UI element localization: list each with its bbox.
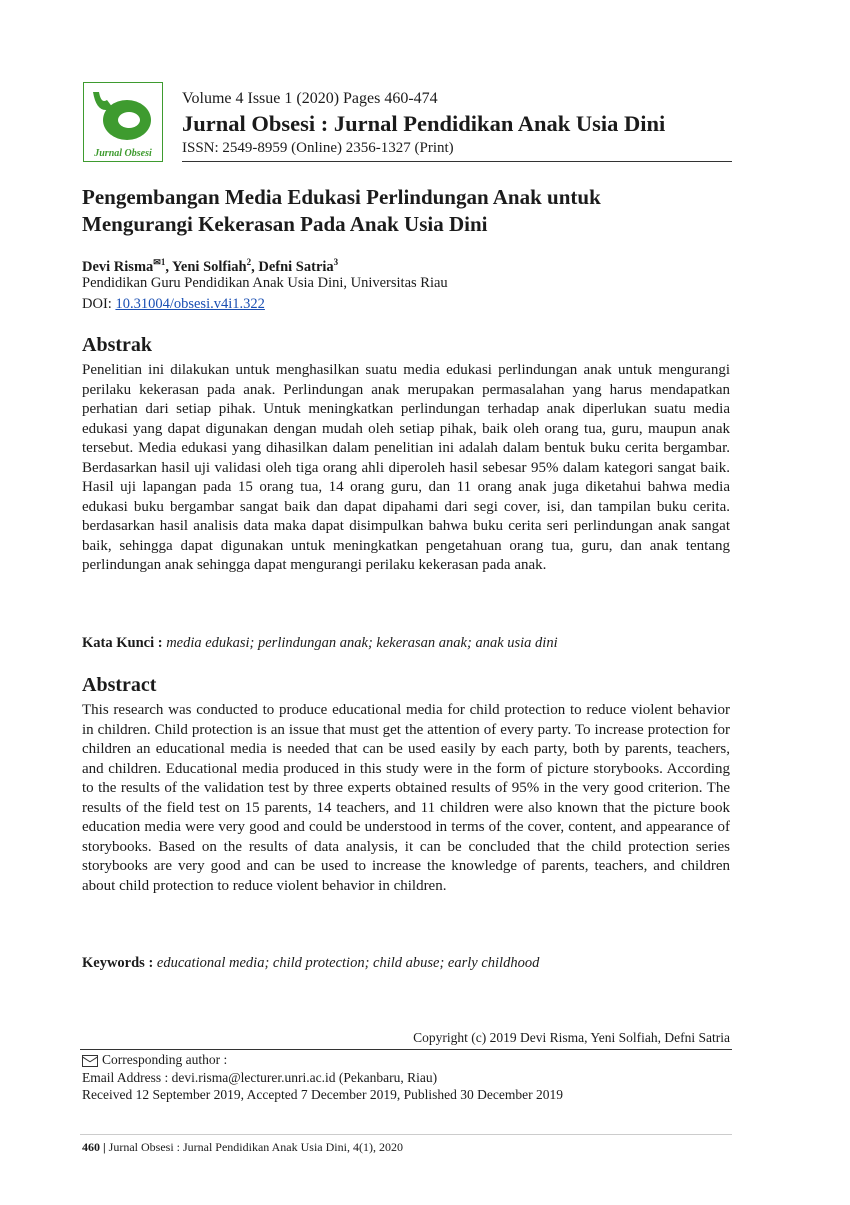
abstract-heading: Abstract xyxy=(82,674,157,696)
header-rule xyxy=(182,161,732,162)
abstract-text: This research was conducted to produce educational media for child protection to reduce violent behavior in children. Child protection is an issue that must get the attention of every party. To increase protection for children an educational media is needed that can be used easily by each party, both by parents, teachers, and children. Educational media produced in this study were in the form of picture storybooks. According to the results of the validation test by three experts obtained results of 95% in the very good criterion. The results of the field test on 15 parents, 14 teachers, and 11 children were also known that the picture book education media were very good and could be understood in terms of the cover, content, and appearance of storybooks. Based on the results of data analysis, it can be concluded that the child protection series storybooks are very good and can be used to increase the knowledge of parents, teachers, and children about child protection to reduce violent behavior in children. xyxy=(82,702,730,894)
page-number: 460 xyxy=(82,1140,100,1154)
doi-link[interactable]: 10.31004/obsesi.v4i1.322 xyxy=(115,296,265,312)
author-3-affil: 3 xyxy=(333,257,339,267)
page-footer-rule xyxy=(80,1134,732,1135)
author-3: , Defni Satria xyxy=(251,258,334,275)
copyright: Copyright (c) 2019 Devi Risma, Yeni Solfiah, Defni Satria xyxy=(413,1030,730,1045)
doi-label: DOI: xyxy=(82,296,116,312)
kata-kunci-label: Kata Kunci : xyxy=(82,635,167,651)
page-footer xyxy=(82,1140,403,1155)
title-line-1: Pengembangan Media Edukasi Perlindungan Anak untuk xyxy=(82,185,601,209)
journal-name: Jurnal Obsesi : Jurnal Pendidikan Anak Usia Dini xyxy=(182,111,666,136)
page-separator: | xyxy=(100,1140,109,1154)
journal-logo xyxy=(83,82,163,162)
footer-rule xyxy=(80,1049,732,1050)
envelope-icon: ✉ xyxy=(153,257,161,267)
author-list xyxy=(82,257,338,276)
author-1: Devi Risma xyxy=(82,258,154,275)
journal-issn: ISSN: 2549-8959 (Online) 2356-1327 (Print) xyxy=(182,140,454,156)
title-line-2: Mengurangi Kekerasan Pada Anak Usia Dini xyxy=(82,212,488,236)
journal-logo-icon xyxy=(83,82,163,162)
author-2: , Yeni Solfiah xyxy=(165,258,247,275)
logo-text: Jurnal Obsesi xyxy=(94,148,152,159)
keywords-label: Keywords : xyxy=(82,955,157,971)
kata-kunci xyxy=(82,635,558,652)
email-line: Email Address : devi.risma@lecturer.unri.ac.id (Pekanbaru, Riau) xyxy=(82,1069,438,1085)
abstrak-heading: Abstrak xyxy=(82,334,153,356)
kata-kunci-value: media edukasi; perlindungan anak; kekerasan anak; anak usia dini xyxy=(166,635,558,651)
corresponding-line xyxy=(82,1051,563,1069)
corresponding-label: Corresponding author : xyxy=(102,1052,228,1067)
journal-volume: Volume 4 Issue 1 (2020) Pages 460-474 xyxy=(182,90,438,107)
author-2-affil: 2 xyxy=(246,257,252,267)
keywords xyxy=(82,955,539,972)
footnote-block xyxy=(82,1051,563,1104)
page-journal: Jurnal Obsesi : Jurnal Pendidikan Anak Usia Dini, 4(1), 2020 xyxy=(108,1140,403,1154)
author-1-affil: 1 xyxy=(160,257,166,267)
doi-line xyxy=(82,296,265,313)
envelope-icon xyxy=(82,1055,98,1067)
keywords-value: educational media; child protection; child abuse; early childhood xyxy=(156,955,540,971)
affiliation: Pendidikan Guru Pendidikan Anak Usia Dini, Universitas Riau xyxy=(82,275,448,291)
received-line: Received 12 September 2019, Accepted 7 December 2019, Published 30 December 2019 xyxy=(82,1087,563,1102)
article-title xyxy=(82,184,742,238)
abstrak-text: Penelitian ini dilakukan untuk menghasilkan suatu media edukasi perlindungan anak untuk mengurangi perilaku kekerasan pada anak. Perlindungan anak merupakan permasalahan yang harus mendapatkan perhatian dari setiap pihak. Untuk meningkatkan perlindungan terhadap anak diperlukan suatu media edukasi yang dapat digunakan dengan mudah oleh setiap pihak, baik oleh orang tua, guru, maupun anak tersebut. Media edukasi yang dihasilkan dalam penelitian ini adalah dalam bentuk buku cerita bergambar. Berdasarkan hasil uji validasi oleh tiga orang ahli diperoleh hasil sebesar 95% dalam kategori sangat baik. Hasil uji lapangan pada 15 orang tua, 14 orang guru, dan 11 orang anak juga diketahui bahwa media edukasi buku bergambar sangat baik dan dapat dipahami dari segi cover, isi, dan tampilan buku cerita. berdasarkan hasil analisis data maka dapat disimpulkan bahwa buku cerita seri perlindungan anak sangat baik, sehingga dapat digunakan untuk meningkatkan pengetahuan orang tua, guru, dan anak tentang perlindungan anak sehingga dapat mengurangi perilaku kekerasan pada anak. xyxy=(82,362,730,573)
